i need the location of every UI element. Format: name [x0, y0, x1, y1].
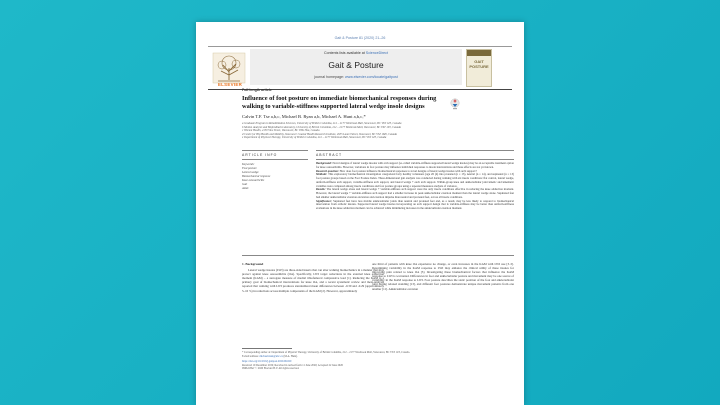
elsevier-wordmark: ELSEVIER — [217, 82, 243, 87]
abstract-paragraph: Background: Novel designs of lateral wedge insoles with arch support (so-called variable-stiffness supported lateral wedge insoles) may be an acceptable treatment option for knee osteoarthritis. However, variations in foot posture may influence individual responses to insole interventions and these effects are not yet known. — [316, 161, 514, 169]
copyright: 0966-6362/ © 2020 Elsevier B.V. All rights reserved. — [242, 367, 300, 371]
affiliation: e Department of Physical Therapy, University of British Columbia, 212 – 2177 Wesbrook Mall, Vancouver, BC V6T 1Z3, Canada — [242, 136, 387, 140]
email-line: E-mail address: michael.hunt@ubc.ca (M.A. Hunt). — [242, 354, 298, 358]
keyword: Lateral wedge — [242, 170, 259, 174]
keyword: Ankle — [242, 186, 249, 190]
footnotes — [242, 351, 412, 371]
corresponding-author-note: * Corresponding author at: Department of Physical Therapy, University of British Columbia, 212 – 2177 Wesbrook Mall, Vancouver, BC V6T 1Z3, Canada. — [242, 351, 411, 354]
email-link[interactable]: michael.hunt@ubc.ca — [259, 354, 283, 358]
abstract-text — [316, 162, 514, 211]
article-info-heading: ARTICLE INFO — [242, 153, 278, 157]
keyword: Knee osteoarthritis — [242, 178, 265, 182]
body-paragraph: Lateral wedge insoles (LWI) are three-sided inserts that can alter walking biomechanics in a manner that may protect against knee osteoarthritis (OA). Specifically, LWI target reductions in the external knee adduction moment (KAM) – a surrogate measure of medial tibiofemoral compressive load [1]. Reducing the KAM is a primary goal of biomechanical interventions for knee OA, and a recent systematic review and meta-analysis reported that walking with LWI produces standardized mean differences between -0.30 and -0.29 (approximately 5–10 %) in reductions across multiple components of the KAM [2]. However, approximately — [242, 268, 384, 293]
doi-link[interactable]: https://doi.org/10.1016/j.gaitpost.2020.06.020 — [242, 360, 292, 364]
journal-header — [208, 46, 512, 90]
journal-name: Gait & Posture — [328, 60, 384, 70]
body-column-left — [242, 262, 384, 293]
received-dates: Received 19 December 2019; Received in revised form 11 June 2020; Accepted 22 June 2020 — [242, 363, 343, 367]
keyword: Foot posture — [242, 166, 257, 170]
divider — [242, 255, 514, 256]
abstract-paragraph: Research question: How does foot posture influence biomechanical responses to novel designs of lateral wedge insoles with arch support? — [316, 168, 477, 173]
sciencedirect-link[interactable]: ScienceDirect — [365, 51, 388, 55]
journal-homepage-link[interactable]: www.elsevier.com/locate/gaitpost — [345, 75, 398, 79]
body-column-right — [372, 262, 514, 291]
contents-line: Contents lists available at ScienceDirect — [324, 51, 388, 55]
affiliation: b Motion Analysis and Biofeedback Laboratory, University of British Columbia, 212 – 2177 Wesbrook Mall, Vancouver, BC V6T 1Z3, Canada — [242, 125, 401, 129]
divider — [316, 150, 514, 151]
keywords-label: Keywords: — [242, 162, 255, 166]
abstract-heading: ABSTRACT — [316, 153, 343, 157]
journal-citation[interactable]: Gait & Posture 81 (2020) 21–26 — [334, 36, 386, 40]
divider — [242, 150, 308, 151]
affiliations — [242, 122, 472, 140]
homepage-line: journal homepage: www.elsevier.com/locate/gaitpost — [314, 75, 398, 79]
divider — [242, 159, 308, 160]
affiliation: c Vibrant Health, 2150 Vine Street, Vancouver, BC V6K 3K4, Canada — [242, 129, 320, 133]
article-title: Influence of foot posture on immediate biomechanical responses during walking to variable-stiffness supported lateral wedge insole designs — [242, 95, 437, 110]
contents-box — [250, 49, 462, 85]
abstract-paragraph: Methods: This exploratory biomechanical investigation categorized forty healthy volunteers (age 26 (4) into pronated (n = 13), neutral (n = 14), and supinated (n = 13) foot posture groups based on the Foot Posture Index. Three-dimensional gait analysis was conducted during walking with six insole conditions: flat control, lateral wedge, uniform-stiffness arch support, variable-stiffness arch support, and lateral wedge + each arch support. Within-group knee and ankle/subtalar joint kinetic and kinematic variables were compared among insole conditions and foot posture groups using a repeated measures analysis of variance. — [316, 172, 515, 188]
paper-page — [196, 22, 524, 405]
author-list[interactable]: Calvin T.F. Tse a,b,c, Michael B. Ryan a,b, Michael A. Hunt a,b,c,* — [242, 114, 366, 119]
crossmark-icon[interactable] — [450, 98, 460, 110]
abstract-paragraph: Results: The lateral wedge alone and lateral wedge + variable-stiffness arch support were the only insole conditions effective in reducing the knee adduction moment. However, the lateral wedge + variable-stiffness arch support had a smaller increase in peak ankle/subtalar eversion moment than the lateral wedge alone. Supinated feet had smaller ankle/subtalar eversion excursion and eversion impulse than neutral and pronated feet, across all insole conditions. — [316, 187, 514, 199]
article-type: Full length article — [242, 88, 272, 92]
affiliation: d Centre for Hip Health and Mobility, Vancouver Coastal Health Research Institute, 2635 Laurel Street, Vancouver, BC V5Z 1M9, Canada — [242, 132, 397, 136]
body-paragraph: one third of patients with knee OA experience no change, or even increases in the KAM with LWI use [3–5]. Determining variability in the KAM response to LWI may enhance the clinical utility of these insoles for improving pain related to knee OA [5]. Investigating these biomechanical factors that influence the KAM response to LWI is warranted. Differences in foot and ankle/subtalar posture and movement may be one source of variability in the KAM response to LWI. Foot posture describes the static position of the foot and ankle/subtalar joint during relaxed standing [13], and different foot postures demonstrate unique movement patterns from one another [11]. Ankle/subtalar eversion — [372, 262, 514, 291]
keyword: Biomechanical response — [242, 174, 271, 178]
keywords-list — [242, 162, 302, 190]
cover-title: GAIT POSTURE — [469, 59, 489, 69]
journal-cover-thumbnail — [466, 49, 492, 87]
abstract-paragraph: Significance: Supinated feet have less mobile ankle/subtalar joints than neutral and pronated feet and, as a result, may be less likely to respond to biomechanical intervention from orthotic insoles. Supported lateral wedge insoles incorporating an arch support design that is variable-stiffness may be better than uniform-stiffness evaluations in the knee adduction moment can be achieved while minimizing increases in the ankle/subtalar eversion moment. — [316, 198, 514, 210]
keyword: Gait — [242, 182, 248, 186]
elsevier-tree-logo — [212, 50, 246, 86]
section-heading: 1. Background — [242, 262, 264, 266]
divider — [316, 159, 514, 160]
affiliation: a Graduate Program in Rehabilitation Sciences, University of British Columbia, 212 – 2177 Wesbrook Mall, Vancouver, BC V6T 1Z3, Canada — [242, 122, 402, 125]
footnote-rule — [242, 348, 292, 349]
